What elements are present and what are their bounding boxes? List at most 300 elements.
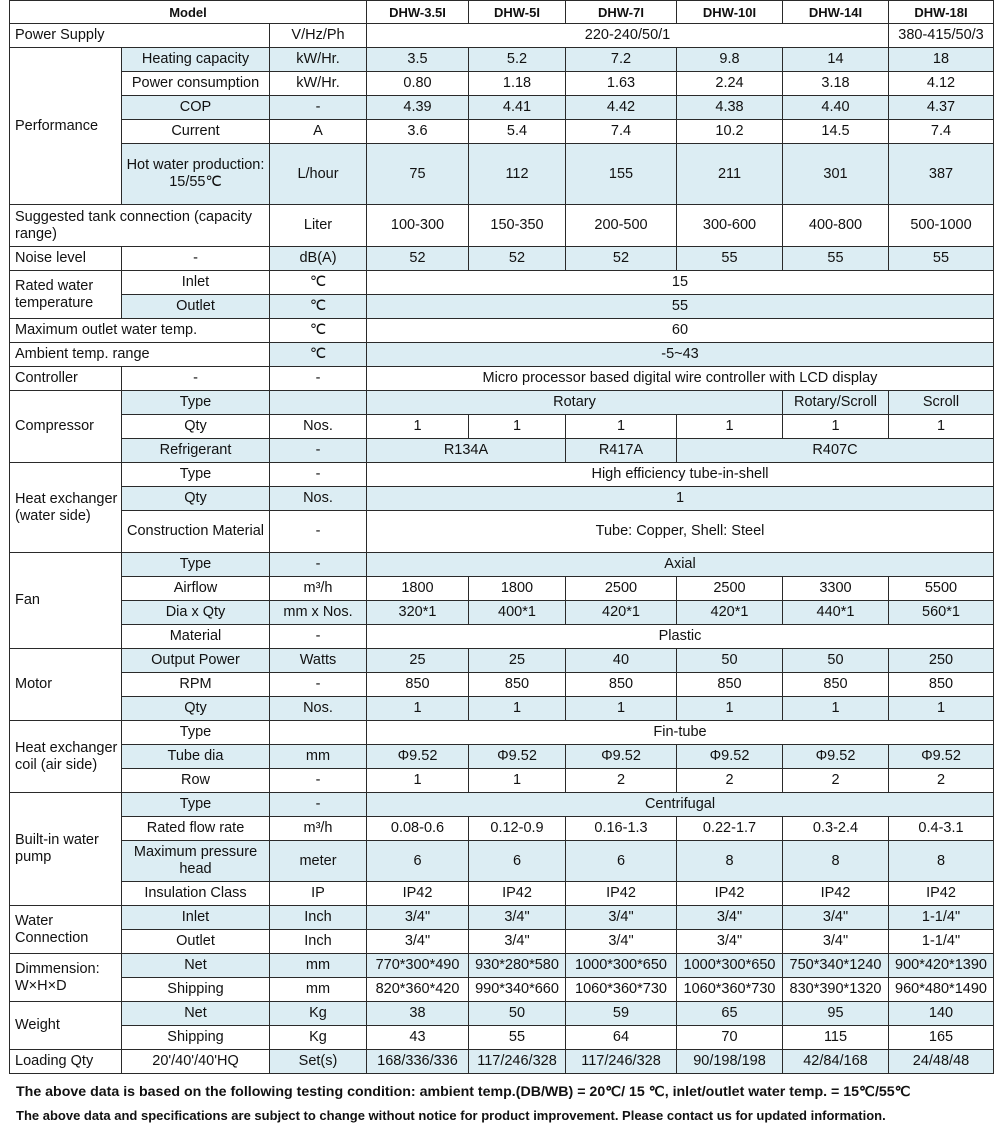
cop-row xyxy=(10,96,994,120)
value-cell: 1 xyxy=(469,697,566,721)
value-cell: IP42 xyxy=(677,882,783,906)
value-cell: 140 xyxy=(889,1002,994,1026)
row-label: Shipping xyxy=(122,1026,270,1050)
value-cell: 8 xyxy=(783,841,889,882)
value-cell: 3300 xyxy=(783,577,889,601)
value-cell: R134A xyxy=(367,439,566,463)
unit-cell: - xyxy=(270,553,367,577)
value-cell: 3/4" xyxy=(783,906,889,930)
unit-cell: ℃ xyxy=(270,295,367,319)
unit-cell: mm xyxy=(270,978,367,1002)
row-label: Maximum outlet water temp. xyxy=(10,319,270,343)
value-cell: 55 xyxy=(677,247,783,271)
unit-cell xyxy=(270,721,367,745)
value-cell: 1 xyxy=(566,697,677,721)
value-cell: 200-500 xyxy=(566,205,677,247)
value-cell: 2500 xyxy=(677,577,783,601)
value-cell: 0.12-0.9 xyxy=(469,817,566,841)
value-cell: 301 xyxy=(783,144,889,205)
value-cell: 1-1/4" xyxy=(889,930,994,954)
value-cell: 40 xyxy=(566,649,677,673)
value-cell: 750*340*1240 xyxy=(783,954,889,978)
value-cell: Axial xyxy=(367,553,994,577)
hx-type-row xyxy=(10,463,994,487)
value-cell: 5.4 xyxy=(469,120,566,144)
value-cell: 830*390*1320 xyxy=(783,978,889,1002)
unit-cell: Inch xyxy=(270,930,367,954)
row-label: Type xyxy=(122,463,270,487)
pump-head-row xyxy=(10,841,994,882)
rated-inlet-row xyxy=(10,271,994,295)
unit-cell: - xyxy=(270,793,367,817)
row-label: Inlet xyxy=(122,271,270,295)
value-cell: 1800 xyxy=(469,577,566,601)
group-label: Rated water temperature xyxy=(10,271,122,319)
value-cell: 1060*360*730 xyxy=(677,978,783,1002)
value-cell: 43 xyxy=(367,1026,469,1050)
value-cell: 211 xyxy=(677,144,783,205)
value-cell: 1 xyxy=(889,415,994,439)
row-label: Hot water production: 15/55℃ xyxy=(122,144,270,205)
row-label: Heating capacity xyxy=(122,48,270,72)
value-cell: 3/4" xyxy=(367,930,469,954)
group-label: Built-in water pump xyxy=(10,793,122,906)
heating-row xyxy=(10,48,994,72)
value-cell: 850 xyxy=(889,673,994,697)
unit-cell: mm xyxy=(270,954,367,978)
value-cell: 2 xyxy=(783,769,889,793)
value-cell: 850 xyxy=(469,673,566,697)
value-cell: 1 xyxy=(889,697,994,721)
value-cell: 2 xyxy=(677,769,783,793)
value-cell: 400*1 xyxy=(469,601,566,625)
group-label: Water Connection xyxy=(10,906,122,954)
value-cell: Rotary xyxy=(367,391,783,415)
rated-outlet-row xyxy=(10,295,994,319)
dimension-net-row xyxy=(10,954,994,978)
value-cell: 55 xyxy=(783,247,889,271)
value-cell: 500-1000 xyxy=(889,205,994,247)
value-cell: 165 xyxy=(889,1026,994,1050)
value-cell: 65 xyxy=(677,1002,783,1026)
value-cell: 820*360*420 xyxy=(367,978,469,1002)
model-name: DHW-5I xyxy=(469,1,566,24)
sub-cell: - xyxy=(122,247,270,271)
value-cell: 7.2 xyxy=(566,48,677,72)
weight-net-row xyxy=(10,1002,994,1026)
row-label: Tube dia xyxy=(122,745,270,769)
compressor-type-row xyxy=(10,391,994,415)
row-label: Row xyxy=(122,769,270,793)
value-cell: 8 xyxy=(677,841,783,882)
value-cell: Φ9.52 xyxy=(469,745,566,769)
row-label: COP xyxy=(122,96,270,120)
value-cell: 50 xyxy=(677,649,783,673)
unit-cell: A xyxy=(270,120,367,144)
value-cell: 55 xyxy=(889,247,994,271)
unit-cell: - xyxy=(270,511,367,553)
row-label: Current xyxy=(122,120,270,144)
pump-insulation-row xyxy=(10,882,994,906)
hx-qty-row xyxy=(10,487,994,511)
disclaimer-note: The above data and specifications are subject to change without notice for product improvement. Please contact us for updated information. xyxy=(16,1108,886,1123)
header-row xyxy=(10,1,994,24)
value-cell: High efficiency tube-in-shell xyxy=(367,463,994,487)
unit-cell: Watts xyxy=(270,649,367,673)
value-cell: 380-415/50/3 xyxy=(889,24,994,48)
value-cell: 3/4" xyxy=(566,906,677,930)
unit-cell: m³/h xyxy=(270,817,367,841)
value-cell: 850 xyxy=(677,673,783,697)
value-cell: 2 xyxy=(889,769,994,793)
model-name: DHW-7I xyxy=(566,1,677,24)
row-label: Type xyxy=(122,391,270,415)
value-cell: 1 xyxy=(469,415,566,439)
group-label: Fan xyxy=(10,553,122,649)
value-cell: 3/4" xyxy=(469,906,566,930)
unit-cell: - xyxy=(270,463,367,487)
value-cell: Micro processor based digital wire controller with LCD display xyxy=(367,367,994,391)
row-label: Construction Material xyxy=(122,511,270,553)
value-cell: Centrifugal xyxy=(367,793,994,817)
dimension-sublabel: W×H×D xyxy=(15,977,67,994)
value-cell: 4.41 xyxy=(469,96,566,120)
value-cell: 1.18 xyxy=(469,72,566,96)
value-cell: Scroll xyxy=(889,391,994,415)
value-cell: 387 xyxy=(889,144,994,205)
group-label: Weight xyxy=(10,1002,122,1050)
value-cell: 24/48/48 xyxy=(889,1050,994,1074)
value-cell: 18 xyxy=(889,48,994,72)
unit-cell: - xyxy=(270,769,367,793)
value-cell: R407C xyxy=(677,439,994,463)
row-label: Power consumption xyxy=(122,72,270,96)
motor-rpm-row xyxy=(10,673,994,697)
value-cell: 1 xyxy=(566,415,677,439)
unit-cell: Nos. xyxy=(270,697,367,721)
fan-material-row xyxy=(10,625,994,649)
unit-cell: mm x Nos. xyxy=(270,601,367,625)
unit-cell: - xyxy=(270,439,367,463)
value-cell: 250 xyxy=(889,649,994,673)
row-label: Type xyxy=(122,553,270,577)
value-cell: 0.16-1.3 xyxy=(566,817,677,841)
value-cell: 420*1 xyxy=(566,601,677,625)
value-cell: 9.8 xyxy=(677,48,783,72)
row-label: Loading Qty xyxy=(10,1050,122,1074)
value-cell: 1 xyxy=(783,697,889,721)
value-cell: 117/246/328 xyxy=(566,1050,677,1074)
value-cell: 64 xyxy=(566,1026,677,1050)
coil-tube-row xyxy=(10,745,994,769)
row-label: Inlet xyxy=(122,906,270,930)
unit-cell: - xyxy=(270,367,367,391)
value-cell: 4.42 xyxy=(566,96,677,120)
max-outlet-row xyxy=(10,319,994,343)
unit-cell: Kg xyxy=(270,1026,367,1050)
value-cell: 14.5 xyxy=(783,120,889,144)
row-label: Shipping xyxy=(122,978,270,1002)
dimension-shipping-row xyxy=(10,978,994,1002)
value-cell: 560*1 xyxy=(889,601,994,625)
sub-cell: 20'/40'/40'HQ xyxy=(122,1050,270,1074)
value-cell: 420*1 xyxy=(677,601,783,625)
value-cell: 155 xyxy=(566,144,677,205)
row-label: Suggested tank connection (capacity range) xyxy=(10,205,270,247)
row-label: Refrigerant xyxy=(122,439,270,463)
motor-output-row xyxy=(10,649,994,673)
value-cell: 90/198/198 xyxy=(677,1050,783,1074)
row-label: Power Supply xyxy=(10,24,270,48)
unit-cell: ℃ xyxy=(270,271,367,295)
unit-cell: Inch xyxy=(270,906,367,930)
row-label: Dia x Qty xyxy=(122,601,270,625)
model-name: DHW-18I xyxy=(889,1,994,24)
value-cell: Fin-tube xyxy=(367,721,994,745)
value-cell: 100-300 xyxy=(367,205,469,247)
value-cell: 0.4-3.1 xyxy=(889,817,994,841)
spec-table xyxy=(9,0,994,1074)
value-cell: Φ9.52 xyxy=(677,745,783,769)
value-cell: 1 xyxy=(367,415,469,439)
unit-cell: - xyxy=(270,96,367,120)
value-cell: 1 xyxy=(677,697,783,721)
unit-cell xyxy=(270,391,367,415)
group-label xyxy=(10,954,122,1002)
value-cell: 1000*300*650 xyxy=(566,954,677,978)
row-label: Qty xyxy=(122,487,270,511)
value-cell: 2 xyxy=(566,769,677,793)
row-label: Net xyxy=(122,954,270,978)
dimension-label: Dimmension: xyxy=(15,960,100,977)
value-cell: R417A xyxy=(566,439,677,463)
row-label: Net xyxy=(122,1002,270,1026)
noise-row xyxy=(10,247,994,271)
value-cell: 4.39 xyxy=(367,96,469,120)
unit-cell: Liter xyxy=(270,205,367,247)
value-cell: IP42 xyxy=(367,882,469,906)
value-cell: 1.63 xyxy=(566,72,677,96)
value-cell: 2500 xyxy=(566,577,677,601)
value-cell: 3/4" xyxy=(469,930,566,954)
coil-row-row xyxy=(10,769,994,793)
value-cell: 320*1 xyxy=(367,601,469,625)
row-label: Ambient temp. range xyxy=(10,343,270,367)
value-cell: Tube: Copper, Shell: Steel xyxy=(367,511,994,553)
fan-airflow-row xyxy=(10,577,994,601)
value-cell: Φ9.52 xyxy=(367,745,469,769)
unit-cell: Nos. xyxy=(270,415,367,439)
fan-type-row xyxy=(10,553,994,577)
power-supply-row xyxy=(10,24,994,48)
value-cell: 930*280*580 xyxy=(469,954,566,978)
value-cell: 3.6 xyxy=(367,120,469,144)
motor-qty-row xyxy=(10,697,994,721)
value-cell: 0.08-0.6 xyxy=(367,817,469,841)
unit-cell: Kg xyxy=(270,1002,367,1026)
unit-cell: - xyxy=(270,625,367,649)
value-cell: 75 xyxy=(367,144,469,205)
value-cell: 50 xyxy=(469,1002,566,1026)
unit-cell: kW/Hr. xyxy=(270,72,367,96)
value-cell: 150-350 xyxy=(469,205,566,247)
model-header: Model xyxy=(10,1,367,24)
hx-construction-row xyxy=(10,511,994,553)
value-cell: 52 xyxy=(469,247,566,271)
value-cell: 5.2 xyxy=(469,48,566,72)
value-cell: 400-800 xyxy=(783,205,889,247)
value-cell: 440*1 xyxy=(783,601,889,625)
value-cell: 850 xyxy=(367,673,469,697)
value-cell: 6 xyxy=(367,841,469,882)
value-cell: 3.5 xyxy=(367,48,469,72)
value-cell: 59 xyxy=(566,1002,677,1026)
value-cell: 115 xyxy=(783,1026,889,1050)
value-cell: 117/246/328 xyxy=(469,1050,566,1074)
group-label: Heat exchanger (water side) xyxy=(10,463,122,553)
unit-cell: L/hour xyxy=(270,144,367,205)
value-cell: -5~43 xyxy=(367,343,994,367)
value-cell: 42/84/168 xyxy=(783,1050,889,1074)
group-label: Compressor xyxy=(10,391,122,463)
value-cell: 1 xyxy=(677,415,783,439)
value-cell: IP42 xyxy=(783,882,889,906)
row-label: Outlet xyxy=(122,295,270,319)
value-cell: 55 xyxy=(469,1026,566,1050)
unit-cell: - xyxy=(270,673,367,697)
value-cell: IP42 xyxy=(889,882,994,906)
value-cell: Φ9.52 xyxy=(783,745,889,769)
water-inlet-row xyxy=(10,906,994,930)
value-cell: 38 xyxy=(367,1002,469,1026)
value-cell: Plastic xyxy=(367,625,994,649)
row-label: Insulation Class xyxy=(122,882,270,906)
tank-row xyxy=(10,205,994,247)
row-label: Type xyxy=(122,721,270,745)
hot-water-row xyxy=(10,144,994,205)
value-cell: 990*340*660 xyxy=(469,978,566,1002)
row-label: Qty xyxy=(122,697,270,721)
value-cell: 95 xyxy=(783,1002,889,1026)
pump-type-row xyxy=(10,793,994,817)
row-label: Maximum pressure head xyxy=(122,841,270,882)
value-cell: 2.24 xyxy=(677,72,783,96)
value-cell: 1060*360*730 xyxy=(566,978,677,1002)
controller-row xyxy=(10,367,994,391)
pump-flow-row xyxy=(10,817,994,841)
unit-cell: meter xyxy=(270,841,367,882)
value-cell: 0.3-2.4 xyxy=(783,817,889,841)
value-cell: 1 xyxy=(783,415,889,439)
unit-cell: kW/Hr. xyxy=(270,48,367,72)
fan-dia-row xyxy=(10,601,994,625)
value-cell: 7.4 xyxy=(889,120,994,144)
value-cell: 4.12 xyxy=(889,72,994,96)
value-cell: 220-240/50/1 xyxy=(367,24,889,48)
value-cell: 900*420*1390 xyxy=(889,954,994,978)
value-cell: IP42 xyxy=(469,882,566,906)
model-name: DHW-10I xyxy=(677,1,783,24)
value-cell: 770*300*490 xyxy=(367,954,469,978)
value-cell: 1 xyxy=(367,697,469,721)
unit-cell: m³/h xyxy=(270,577,367,601)
unit-cell: ℃ xyxy=(270,343,367,367)
unit-cell: ℃ xyxy=(270,319,367,343)
unit-cell: V/Hz/Ph xyxy=(270,24,367,48)
value-cell: 60 xyxy=(367,319,994,343)
value-cell: 3.18 xyxy=(783,72,889,96)
value-cell: Φ9.52 xyxy=(566,745,677,769)
group-label: Motor xyxy=(10,649,122,721)
sub-cell: - xyxy=(122,367,270,391)
water-outlet-row xyxy=(10,930,994,954)
power-consumption-row xyxy=(10,72,994,96)
value-cell: 1800 xyxy=(367,577,469,601)
value-cell: 4.40 xyxy=(783,96,889,120)
unit-cell: IP xyxy=(270,882,367,906)
value-cell: Rotary/Scroll xyxy=(783,391,889,415)
value-cell: 10.2 xyxy=(677,120,783,144)
unit-cell: dB(A) xyxy=(270,247,367,271)
value-cell: 52 xyxy=(566,247,677,271)
value-cell: 6 xyxy=(566,841,677,882)
value-cell: 0.22-1.7 xyxy=(677,817,783,841)
value-cell: 0.80 xyxy=(367,72,469,96)
row-label: Airflow xyxy=(122,577,270,601)
value-cell: 850 xyxy=(783,673,889,697)
row-label: RPM xyxy=(122,673,270,697)
value-cell: 15 xyxy=(367,271,994,295)
value-cell: 3/4" xyxy=(677,906,783,930)
row-label: Outlet xyxy=(122,930,270,954)
compressor-qty-row xyxy=(10,415,994,439)
value-cell: 1 xyxy=(367,769,469,793)
value-cell: 25 xyxy=(469,649,566,673)
value-cell: 50 xyxy=(783,649,889,673)
value-cell: 7.4 xyxy=(566,120,677,144)
value-cell: 4.37 xyxy=(889,96,994,120)
row-label: Noise level xyxy=(10,247,122,271)
row-label: Type xyxy=(122,793,270,817)
row-label: Qty xyxy=(122,415,270,439)
refrigerant-row xyxy=(10,439,994,463)
group-label: Performance xyxy=(10,48,122,205)
value-cell: 112 xyxy=(469,144,566,205)
test-condition-note: The above data is based on the following testing condition: ambient temp.(DB/WB) = 20℃/ 15 ℃, inlet/outlet water temp. = 15℃/55℃ xyxy=(16,1084,911,1100)
value-cell: 300-600 xyxy=(677,205,783,247)
value-cell: 6 xyxy=(469,841,566,882)
value-cell: 5500 xyxy=(889,577,994,601)
value-cell: 55 xyxy=(367,295,994,319)
group-label: Heat exchanger coil (air side) xyxy=(10,721,122,793)
ambient-row xyxy=(10,343,994,367)
value-cell: 1000*300*650 xyxy=(677,954,783,978)
model-name: DHW-3.5I xyxy=(367,1,469,24)
value-cell: 168/336/336 xyxy=(367,1050,469,1074)
value-cell: 960*480*1490 xyxy=(889,978,994,1002)
value-cell: Φ9.52 xyxy=(889,745,994,769)
value-cell: 3/4" xyxy=(566,930,677,954)
value-cell: 850 xyxy=(566,673,677,697)
value-cell: 3/4" xyxy=(367,906,469,930)
value-cell: 8 xyxy=(889,841,994,882)
value-cell: 4.38 xyxy=(677,96,783,120)
unit-cell: Nos. xyxy=(270,487,367,511)
coil-type-row xyxy=(10,721,994,745)
value-cell: IP42 xyxy=(566,882,677,906)
loading-row xyxy=(10,1050,994,1074)
unit-cell: Set(s) xyxy=(270,1050,367,1074)
